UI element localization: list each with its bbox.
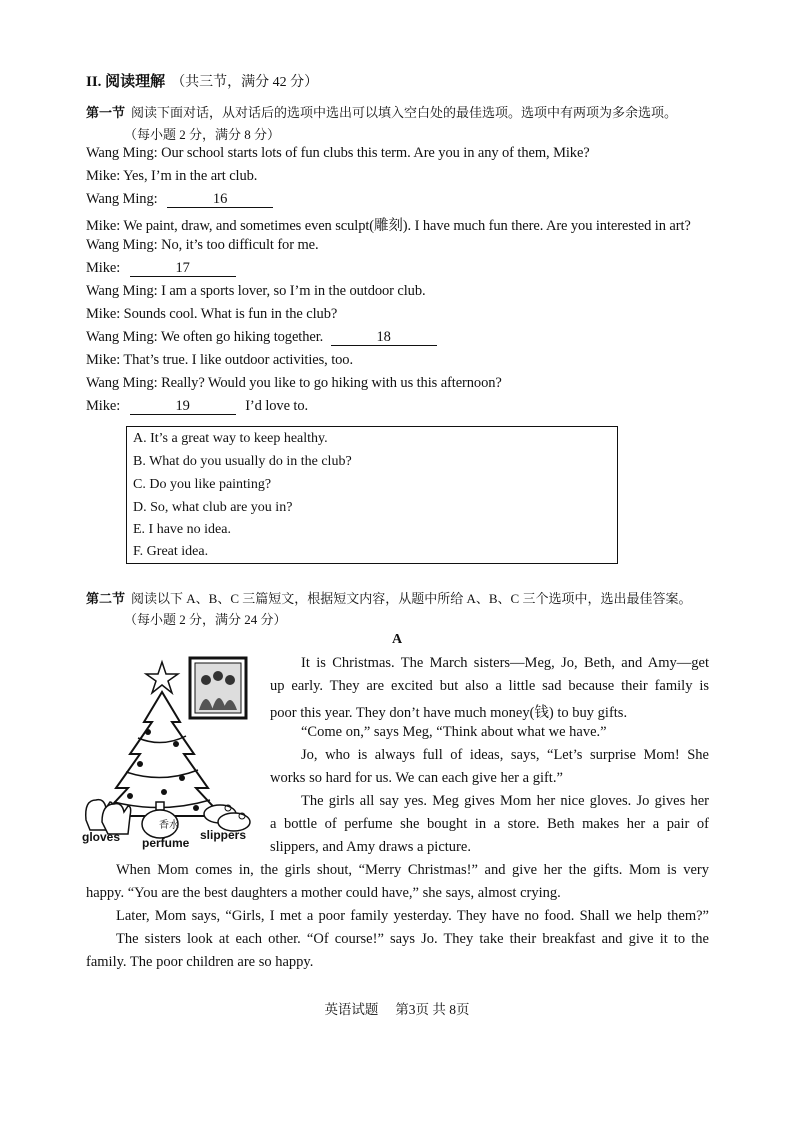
passage-line: works so hard for us. We can each give her a gift.” bbox=[270, 770, 563, 786]
passage-line: Later, Mom says, “Girls, I met a poor family yesterday. They have no food. Shall we help them?” bbox=[116, 908, 709, 924]
passage-line: slippers, and Amy draws a picture. bbox=[270, 839, 471, 855]
blank-18: 18 bbox=[331, 330, 437, 346]
dialogue-line: Wang Ming: No, it’s too difficult for me. bbox=[86, 237, 319, 253]
blank-16: 16 bbox=[167, 192, 273, 208]
passage-line: a bottle of perfume she bought in a store. Beth makes her a pair of bbox=[270, 816, 709, 832]
dialogue-line: Wang Ming: Really? Would you like to go hiking with us this afternoon? bbox=[86, 375, 502, 391]
option-b: B. What do you usually do in the club? bbox=[133, 454, 352, 469]
passage-line: poor this year. They don’t have much money(钱) to buy gifts. bbox=[270, 705, 628, 721]
part2-instruction bbox=[86, 588, 691, 607]
part2-label: 第二节 bbox=[86, 591, 126, 606]
dialogue-line: Mike: That’s true. I like outdoor activities, too. bbox=[86, 352, 353, 368]
options-box bbox=[126, 426, 618, 564]
blank-19: 19 bbox=[130, 399, 236, 415]
dialogue-line: Mike: Sounds cool. What is fun in the club? bbox=[86, 306, 338, 322]
page-footer: 英语试题 第3页 共 8页 bbox=[324, 1002, 470, 1017]
dialogue-line: Wang Ming: I am a sports lover, so I’m in the outdoor club. bbox=[86, 283, 426, 299]
passage-line: “Come on,” says Meg, “Think about what we have.” bbox=[301, 724, 607, 740]
part1-label: 第一节 bbox=[86, 105, 126, 120]
dialogue-line: Mike: 17 bbox=[86, 260, 236, 277]
passage-line: When Mom comes in, the girls shout, “Merry Christmas!” and give her the gifts. Mom is very bbox=[116, 862, 709, 878]
part1-instruction bbox=[86, 102, 677, 121]
dialogue-line: Wang Ming: 16 bbox=[86, 191, 273, 208]
label-perfume: perfume bbox=[142, 836, 190, 850]
passage-line: family. The poor children are so happy. bbox=[86, 954, 314, 970]
label-perfume-cn: 香水 bbox=[159, 820, 179, 831]
dialogue-line: Wang Ming: We often go hiking together. 18 bbox=[86, 329, 437, 346]
label-slippers: slippers bbox=[200, 828, 247, 842]
christmas-illustration bbox=[82, 652, 262, 852]
option-c: C. Do you like painting? bbox=[133, 477, 272, 492]
passage-line: Jo, who is always full of ideas, says, “Let’s surprise Mom! She bbox=[301, 747, 709, 763]
part2-instruction-text: 阅读以下 A、B、C 三篇短文，根据短文内容，从题中所给 A、B、C 三个选项中，选出最佳答案。 bbox=[131, 591, 692, 606]
part1-scoring: （每小题 2 分，满分 8 分） bbox=[124, 127, 281, 142]
section-note: （共三节，满分 42 分） bbox=[171, 75, 319, 90]
passage-line: up early. They are excited but also a little sad because their family is bbox=[270, 678, 709, 694]
blank-17: 17 bbox=[130, 261, 236, 277]
option-f: F. Great idea. bbox=[133, 544, 209, 559]
section-title-text: II. 阅读理解 bbox=[86, 74, 166, 90]
dialogue-line: Wang Ming: Our school starts lots of fun clubs this term. Are you in any of them, Mike? bbox=[86, 145, 590, 161]
dialogue-line: Mike: 19 I’d love to. bbox=[86, 398, 309, 414]
label-gloves: gloves bbox=[82, 830, 121, 844]
passage-line: happy. “You are the best daughters a mother could have,” she says, almost crying. bbox=[86, 885, 561, 901]
option-e: E. I have no idea. bbox=[133, 522, 231, 537]
dialogue-line: Mike: We paint, draw, and sometimes even sculpt(雕刻). I have much fun there. Are you interested in art? bbox=[86, 218, 691, 234]
part1-instruction-text: 阅读下面对话，从对话后的选项中选出可以填入空白处的最佳选项。选项中有两项为多余选项。 bbox=[131, 105, 678, 120]
part2-scoring: （每小题 2 分，满分 24 分） bbox=[124, 612, 287, 627]
passage-title: A bbox=[391, 632, 403, 647]
dialogue-line: Mike: Yes, I’m in the art club. bbox=[86, 168, 258, 184]
passage-line: The sisters look at each other. “Of course!” says Jo. They take their breakfast and give it to the bbox=[116, 931, 709, 947]
passage-line: The girls all say yes. Meg gives Mom her nice gloves. Jo gives her bbox=[301, 793, 709, 809]
section-title bbox=[86, 70, 318, 91]
option-a: A. It’s a great way to keep healthy. bbox=[133, 431, 328, 446]
option-d: D. So, what club are you in? bbox=[133, 500, 293, 515]
passage-line: It is Christmas. The March sisters—Meg, Jo, Beth, and Amy—get bbox=[301, 655, 709, 671]
